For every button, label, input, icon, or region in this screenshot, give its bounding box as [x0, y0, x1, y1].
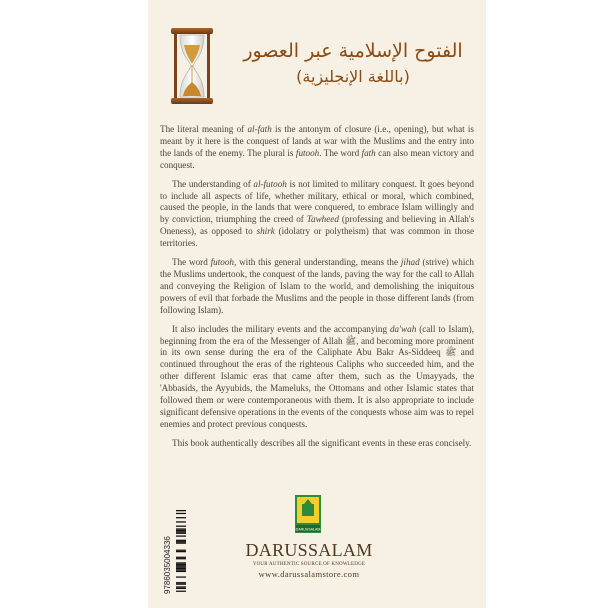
barcode-bar	[176, 568, 186, 569]
barcode-bar	[176, 535, 186, 536]
barcode-bar	[176, 540, 186, 541]
barcode-bar	[176, 557, 186, 558]
barcode-bar	[176, 533, 186, 534]
italic-term: fath	[361, 147, 376, 158]
arabic-title-block	[228, 38, 478, 88]
italic-term: Tawheed	[306, 214, 339, 225]
text-run: (call to Islam), beginning from the era of the Messenger of Allah ﷺ, and becoming more prominent in its own sense during the era of the Caliphate Abu Bakr As-Siddeeq ﷺ and continued throughout the eras of the righteous Caliphs who succeeded him, and the other different Islamic eras that came after them, such as the Umayyads, the 'Abbasids, the Ayyubids, the Mameluks, the Ottomans and other Islamic states that followed them or were contemporaneous with them. It is also appropriate to include significant defensive operations in the events of the conquests whose aim was to repel enemies and protect previous conquests.	[160, 323, 475, 429]
barcode-bar	[176, 526, 186, 527]
text-run: is not limited to military conquest. It goes beyond to include all aspects of life, whether military, ethical or moral, which combined, caused the people, in the lands that were conquered, to embrace Islam willingly and by conviction, triumphing the creed of	[160, 178, 474, 225]
text-run: with this general understanding, means the	[236, 257, 401, 268]
barcode-bar	[176, 543, 186, 544]
barcode-bar	[176, 584, 186, 585]
italic-term: da'wah	[389, 323, 417, 334]
barcode-bar	[176, 569, 186, 570]
description-paragraph	[160, 124, 474, 172]
barcode-bar	[176, 513, 186, 514]
barcode-bar	[176, 530, 186, 531]
barcode-bar	[176, 565, 186, 566]
publisher-tagline: YOUR AUTHENTIC SOURCE OF KNOWLEDGE	[252, 562, 366, 567]
barcode-bar	[176, 582, 186, 583]
description-paragraph	[160, 324, 474, 431]
hourglass-icon	[170, 27, 214, 105]
arabic-title: الفتوح الإسلامية عبر العصور	[243, 40, 463, 62]
barcode-bar	[176, 591, 186, 592]
text-run: can also mean victory and conquest.	[160, 147, 474, 170]
barcode-bar	[176, 517, 186, 518]
italic-term: al-futooh	[253, 178, 287, 189]
text-run: (strive) which the Muslims undertook, the conquest of the lands, paving the way for the call to Allah and conveying the Religion of Islam to the world, and demolishing the iniquitous powers of evil that forbade the Muslims and the people in those different lands (from following Islam).	[160, 257, 474, 315]
barcode-bar	[176, 550, 186, 551]
svg-text:9786035004336: 9786035004336	[163, 536, 172, 594]
text-run: The literal meaning of	[160, 124, 248, 134]
italic-term: futooh,	[210, 257, 237, 268]
italic-term: al-fath	[247, 124, 272, 134]
publisher-logo	[294, 494, 322, 534]
text-run: is the antonym of closure (i.e., opening), but what is meant by it here is the conquest of lands at war with the Muslims and the entry into the lands of the enemy. The plural is	[160, 124, 474, 158]
text-run: The understanding of	[172, 178, 254, 189]
barcode-bar	[176, 510, 186, 511]
barcode-bar	[176, 521, 186, 522]
barcode-bar	[176, 567, 186, 568]
description-paragraph	[160, 179, 474, 250]
text-run: (professing and believing in Allah's Oneness), as opposed to	[160, 214, 475, 237]
text-run: It also includes the military events and the accompanying	[172, 323, 390, 334]
barcode-bar	[176, 528, 186, 529]
arabic-subtitle: (باللغة الإنجليزية)	[296, 67, 410, 86]
italic-term: futooh	[295, 147, 320, 158]
italic-term: jihad	[400, 257, 420, 268]
barcode-bar	[176, 588, 186, 589]
barcode-bar	[176, 562, 186, 563]
description-paragraph	[160, 438, 474, 450]
description-paragraph	[160, 257, 474, 317]
text-run: This book authentically describes all the significant events in these eras concisely.	[172, 437, 472, 448]
barcode-bar	[176, 558, 186, 559]
barcode-bar	[176, 531, 186, 532]
publisher-website[interactable]: www.darussalamstore.com	[258, 569, 360, 579]
publisher-name: DARUSSALAM	[245, 540, 373, 560]
barcode-bar	[176, 576, 186, 577]
barcode-bar	[176, 586, 186, 587]
barcode-bar	[176, 551, 186, 552]
text-run: The word	[172, 257, 211, 268]
barcode-bar	[176, 571, 186, 572]
barcode-bar	[176, 541, 186, 542]
text-run: (idolatry or polytheism) that was common in those territories.	[160, 226, 474, 249]
barcode-bar	[176, 564, 186, 565]
italic-term: shirk	[256, 226, 275, 237]
isbn-number	[158, 508, 176, 594]
svg-text:DARUSSALAM: DARUSSALAM	[295, 527, 321, 532]
barcode	[176, 508, 186, 594]
text-run: . The word	[319, 147, 362, 158]
back-cover-description	[160, 124, 474, 457]
